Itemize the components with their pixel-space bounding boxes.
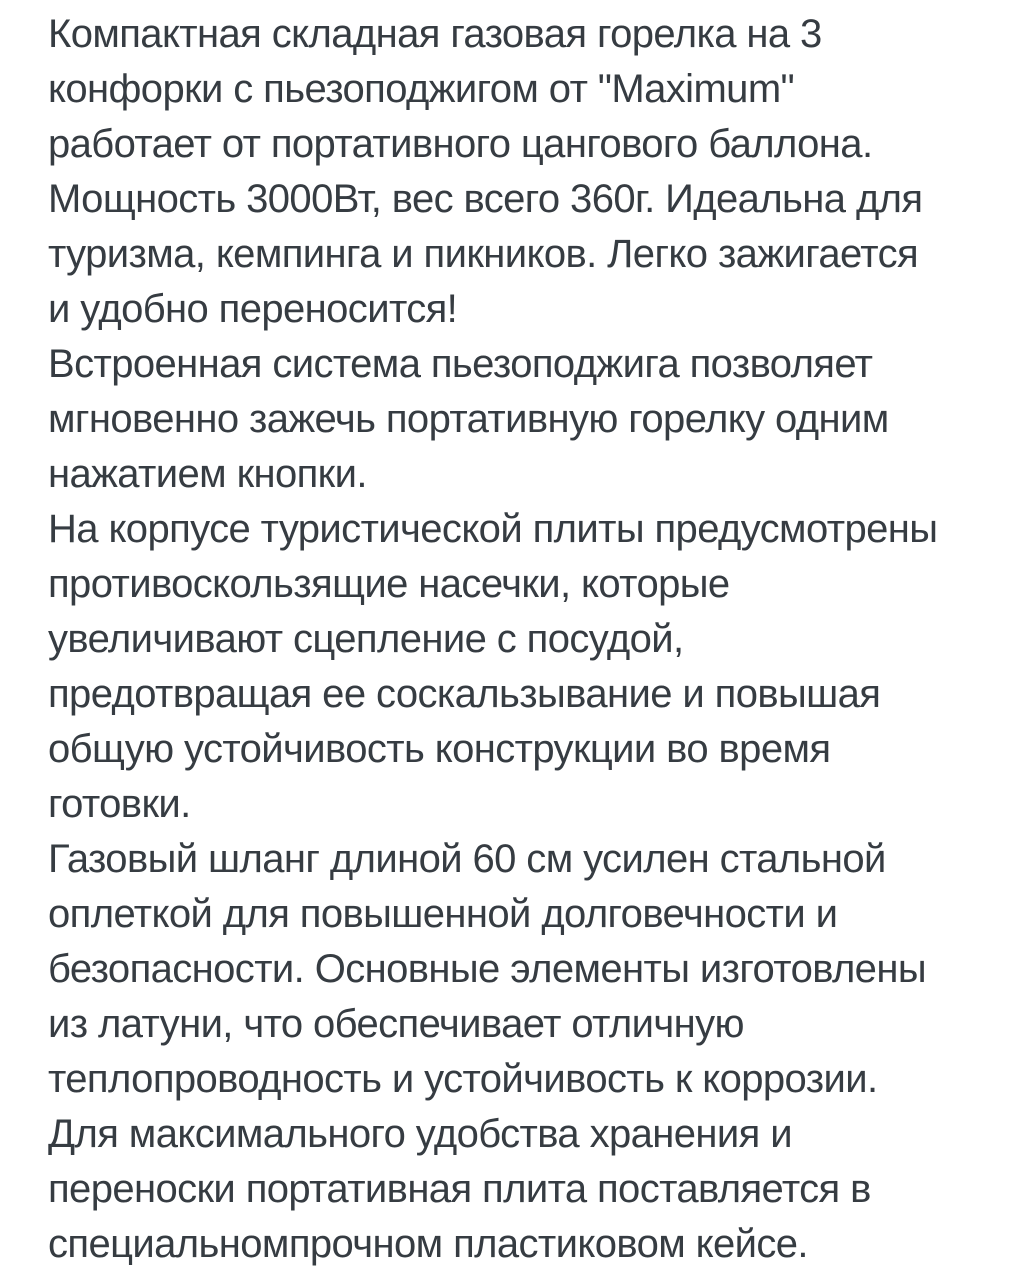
text-line: Мощность 3000Вт, вес всего 360г. Идеальна для xyxy=(48,177,923,221)
text-line: конфорки с пьезоподжигом от "Maximum" xyxy=(48,67,795,111)
text-line: теплопроводность и устойчивость к коррозии. xyxy=(48,1057,878,1101)
text-line: мгновенно зажечь портативную горелку одним xyxy=(48,397,889,441)
text-line: переноски портативная плита поставляется в xyxy=(48,1167,871,1211)
text-line: работает от портативного цангового баллона. xyxy=(48,122,873,166)
text-line: Газовый шланг длиной 60 см усилен стальной xyxy=(48,837,886,881)
text-line: из латуни, что обеспечивает отличную xyxy=(48,1002,744,1046)
text-line: увеличивают сцепление с посудой, xyxy=(48,617,684,661)
text-line: оплеткой для повышенной долговечности и xyxy=(48,892,838,936)
text-line: предотвращая ее соскальзывание и повышая xyxy=(48,672,881,716)
paragraph-anti-slip-notches xyxy=(48,502,1029,832)
text-line: специальномпрочном пластиковом кейсе. xyxy=(48,1222,808,1266)
text-line: Компактная складная газовая горелка на 3 xyxy=(48,12,822,56)
text-line: Для максимального удобства хранения и xyxy=(48,1112,792,1156)
text-line: Встроенная система пьезоподжига позволяет xyxy=(48,342,873,386)
text-line: туризма, кемпинга и пикников. Легко зажигается xyxy=(48,232,919,276)
text-line: общую устойчивость конструкции во время xyxy=(48,727,831,771)
text-line: безопасности. Основные элементы изготовлены xyxy=(48,947,926,991)
text-line: противоскользящие насечки, которые xyxy=(48,562,730,606)
text-line: и удобно переносится! xyxy=(48,287,458,331)
text-line: готовки. xyxy=(48,782,191,826)
paragraph-intro xyxy=(48,7,1029,337)
paragraph-piezo-ignition xyxy=(48,337,1029,502)
text-line: нажатием кнопки. xyxy=(48,452,367,496)
paragraph-storage-case xyxy=(48,1107,1029,1269)
text-line: На корпусе туристической плиты предусмотрены xyxy=(48,507,938,551)
paragraph-gas-hose xyxy=(48,832,1029,1107)
